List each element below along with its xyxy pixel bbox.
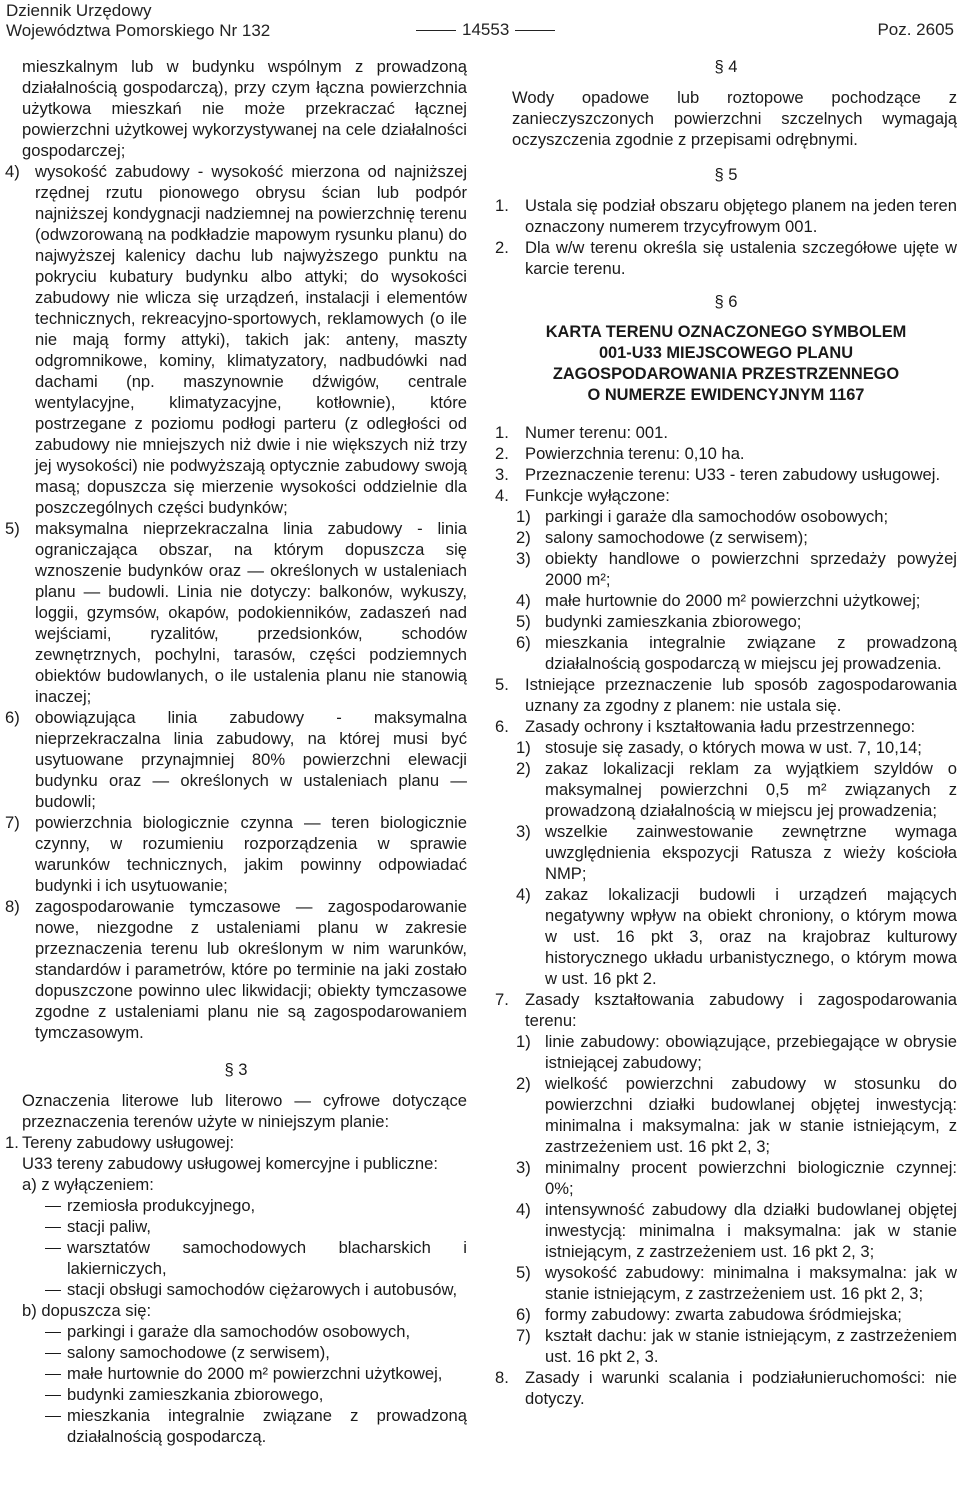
card-subitem: 7) kształt dachu: jak w stanie istniejącym, z zastrzeżeniem ust. 16 pkt 2, 3. — [516, 1326, 957, 1366]
card-subitem: 2) wielkość powierzchni zabudowy w stosunku do powierzchni działki budowlanej objętej inwestycją: minimalna i maksymalna: jak w stanie istniejącym, z zastrzeżeniem ust. 16 pkt 2, 3; — [516, 1074, 957, 1156]
definition-continuation: mieszkalnym lub w budynku wspólnym z prowadzoną działalnością gospodarczą), przy czym łączna powierzchnia użytkowa mieszkań nie może przekraczać łącznej powierzchni użytkowej wykorzystywanej na cele działalności gospodarczej; — [22, 57, 467, 160]
definition-item-5: 5) maksymalna nieprzekraczalna linia zabudowy - linia ograniczająca obszar, na którym dopuszcza się wznoszenie budynków oraz — określonych w ustaleniach planu — budowli. Linia nie dotyczy: balkonów, wykuszy, loggii, gzymsów, okapów, podokienników, zadaszeń nad wejściami, ryzalitów, przedsionków, schodów zewnętrznych, pochylni, tarasów, części podziemnych obiektów budowlanych, o ile ustalenia planu nie stanowią inaczej; — [5, 519, 467, 706]
zone-description: U33 tereny zabudowy usługowej komercyjne i publiczne: — [22, 1154, 438, 1173]
card-item-4: 4. Funkcje wyłączone: — [495, 486, 670, 505]
card-subitem: 4) małe hurtownie do 2000 m² powierzchni użytkowej; — [516, 591, 921, 610]
exclusion-item: stacji obsługi samochodów ciężarowych i autobusów, — [5, 1279, 467, 1300]
land-card-title: KARTA TERENU OZNACZONEGO SYMBOLEM 001-U33 MIEJSCOWEGO PLANU ZAGOSPODAROWANIA PRZESTRZENNEGO O NUMERZE EWIDENCYJNYM 1167 — [545, 323, 907, 404]
allowed-item: małe hurtownie do 2000 m² powierzchni użytkowej, — [5, 1363, 467, 1384]
publication-title: Dziennik Urzędowy — [6, 1, 152, 20]
publication-issue: Województwa Pomorskiego Nr 132 — [6, 21, 271, 40]
card-subitem: 5) wysokość zabudowy: minimalna i maksymalna: jak w stanie istniejącym, z zastrzeżeniem ust. 16 pkt 2, 3; — [516, 1263, 957, 1303]
allowed-item: salony samochodowe (z serwisem), — [5, 1342, 467, 1363]
allowed-item: parkingi i garaże dla samochodów osobowych, — [5, 1321, 467, 1342]
card-item-6: 6. Zasady ochrony i kształtowania ładu przestrzennego: — [495, 717, 916, 736]
paragraph-4-text: Wody opadowe lub roztopowe pochodzące z zanieczyszczonych powierzchni szczelnych wymagają oczyszczenia zgodnie z przepisami odrębnymi. — [512, 88, 957, 149]
paragraph-6-heading: § 6 — [714, 292, 738, 311]
card-subitem: 6) formy zabudowy: zwarta zabudowa śródmiejska; — [516, 1305, 902, 1324]
exclusion-item: warsztatów samochodowych blacharskich i lakierniczych, — [5, 1237, 467, 1279]
zone-item-1: 1. Tereny zabudowy usługowej: — [5, 1133, 235, 1152]
card-subitem: 1) stosuje się zasady, o których mowa w ust. 7, 10,14; — [516, 738, 922, 757]
definition-item-8: 8) zagospodarowanie tymczasowe — zagospodarowanie nowe, niezgodne z ustaleniami planu w zakresie przeznaczenia terenu lub określonym w nim warunków, standardów i parametrów, które po terminie na jaki zostało dopuszczone powinno ulec likwidacji; obiekty tymczasowe zgodne z ustaleniami planu nie są zagospodarowaniem tymczasowym. — [5, 897, 467, 1042]
page-number-dash-right — [515, 30, 555, 31]
card-item-2: 2. Powierzchnia terenu: 0,10 ha. — [495, 444, 745, 463]
allowed-item: budynki zamieszkania zbiorowego, — [5, 1384, 467, 1405]
publication-info — [6, 1, 270, 41]
page-header — [0, 0, 960, 44]
card-item-3: 3. Przeznaczenie terenu: U33 - teren zabudowy usługowej. — [495, 465, 941, 484]
page-number-value: 14553 — [462, 20, 510, 39]
card-subitem: 3) obiekty handlowe o powierzchni sprzedaży powyżej 2000 m²; — [516, 549, 957, 589]
card-subitem: 1) linie zabudowy: obowiązujące, przebiegające w obrysie istniejącej zabudowy; — [516, 1032, 957, 1072]
card-subitem: 2) zakaz lokalizacji reklam za wyjątkiem szyldów o maksymalnej powierzchni 0,5 m² związanych z prowadzoną działalnością w miejscu jej prowadzenia; — [516, 759, 957, 820]
card-subitem: 3) wszelkie zainwestowanie zewnętrzne wymaga uwzględnienia ekspozycji Ratusza z wieży kościoła NMP; — [516, 822, 957, 883]
definition-item-7: 7) powierzchnia biologicznie czynna — teren biologicznie czynny, w rozumieniu rozporządzenia w sprawie warunków technicznych, jakim powinny odpowiadać budynki i ich usytuowanie; — [5, 813, 467, 895]
card-item-5: 5. Istniejące przeznaczenie lub sposób zagospodarowania uznany za zgodny z planem: nie ustala się. — [495, 675, 957, 715]
card-subitem: 4) zakaz lokalizacji budowli i urządzeń mających negatywny wpływ na obiekt chroniony, o którym mowa w ust. 16 pkt 3, oraz na krajobraz kulturowy historycznego układu urbanistycznego, o którym mowa w ust. 16 pkt 2. — [516, 885, 957, 988]
page-number — [410, 20, 561, 40]
right-column — [495, 56, 957, 1409]
position-number: Poz. 2605 — [877, 20, 954, 39]
exclusion-item: stacji paliw, — [5, 1216, 467, 1237]
paragraph-5-item: 1. Ustala się podział obszaru objętego planem na jeden teren oznaczony numerem trzycyfrowym 001. — [495, 196, 957, 236]
card-subitem: 1) parkingi i garaże dla samochodów osobowych; — [516, 507, 889, 526]
card-item-8: 8. Zasady i warunki scalania i podziałunieruchomości: nie dotyczy. — [495, 1368, 957, 1408]
paragraph-3-intro: Oznaczenia literowe lub literowo — cyfrowe dotyczące przeznaczenia terenów użyte w niniejszym planie: — [22, 1091, 467, 1131]
card-subitem: 5) budynki zamieszkania zbiorowego; — [516, 612, 802, 631]
paragraph-5-heading: § 5 — [714, 165, 738, 184]
paragraph-4-heading: § 4 — [714, 57, 738, 76]
card-subitem: 6) mieszkania integralnie związane z prowadzoną działalnością gospodarczą w miejscu jej prowadzenia. — [516, 633, 957, 673]
exclusion-item: rzemiosła produkcyjnego, — [5, 1195, 467, 1216]
page-number-dash-left — [416, 30, 456, 31]
paragraph-5-item: 2. Dla w/w terenu określa się ustalenia szczegółowe ujęte w karcie terenu. — [495, 238, 957, 278]
card-item-1: 1. Numer terenu: 001. — [495, 423, 668, 442]
card-item-7: 7. Zasady kształtowania zabudowy i zagospodarowania terenu: — [495, 990, 957, 1030]
allowed-heading: b) dopuszcza się: — [22, 1301, 152, 1320]
exclusions-heading: a) z wyłączeniem: — [22, 1175, 154, 1194]
paragraph-3-heading: § 3 — [224, 1060, 248, 1079]
left-column — [5, 56, 467, 1447]
card-subitem: 2) salony samochodowe (z serwisem); — [516, 528, 808, 547]
allowed-item: mieszkania integralnie związane z prowadzoną działalnością gospodarczą. — [5, 1405, 467, 1447]
definition-item-6: 6) obowiązująca linia zabudowy - maksymalna nieprzekraczalna linia zabudowy, na której musi być usytuowane przynajmniej 80% powierzchni elewacji budynku oraz — określonych w ustaleniach planu — budowli; — [5, 708, 467, 811]
card-subitem: 4) intensywność zabudowy dla działki budowlanej objętej inwestycją: minimalna i maksymalna: jak w stanie istniejącym, z zastrzeżeniem ust. 16 pkt 2, 3; — [516, 1200, 957, 1261]
card-subitem: 3) minimalny procent powierzchni biologicznie czynnej: 0%; — [516, 1158, 957, 1198]
definition-item-4: 4) wysokość zabudowy - wysokość mierzona od najniższej rzędnej rzutu pionowego obrysu ścian lub podpór najniższej kondygnacji nadziemnej na powierzchnię terenu (odwzorowaną na podkładzie mapowym rysunku planu) do najwyższej kalenicy dachu lub najwyższego punktu na pokryciu kubatury budynku albo attyki; do wysokości zabudowy nie wlicza się urządzeń, instalacji i elementów technicznych, rekreacyjno-sportowych, reklamowych (o ile nie mają formy attyki), takich jak: anteny, maszty odgromnikowe, kominy, klimatyzatory, nadbudówki nad dachami (np. maszynownie dźwigów, centrale wentylacyjne, klimatyzacyjne, kotłownie), które postrzegane z poziomu podłogi parteru (z odległości od zabudowy nie mniejszych niż dwie i nie większych niż trzy jej wysokości) nie podwyższają optycznie zabudowy swoją masą; dopuszcza się mierzenie wysokości oddzielnie dla poszczególnych części budynków; — [5, 162, 467, 517]
